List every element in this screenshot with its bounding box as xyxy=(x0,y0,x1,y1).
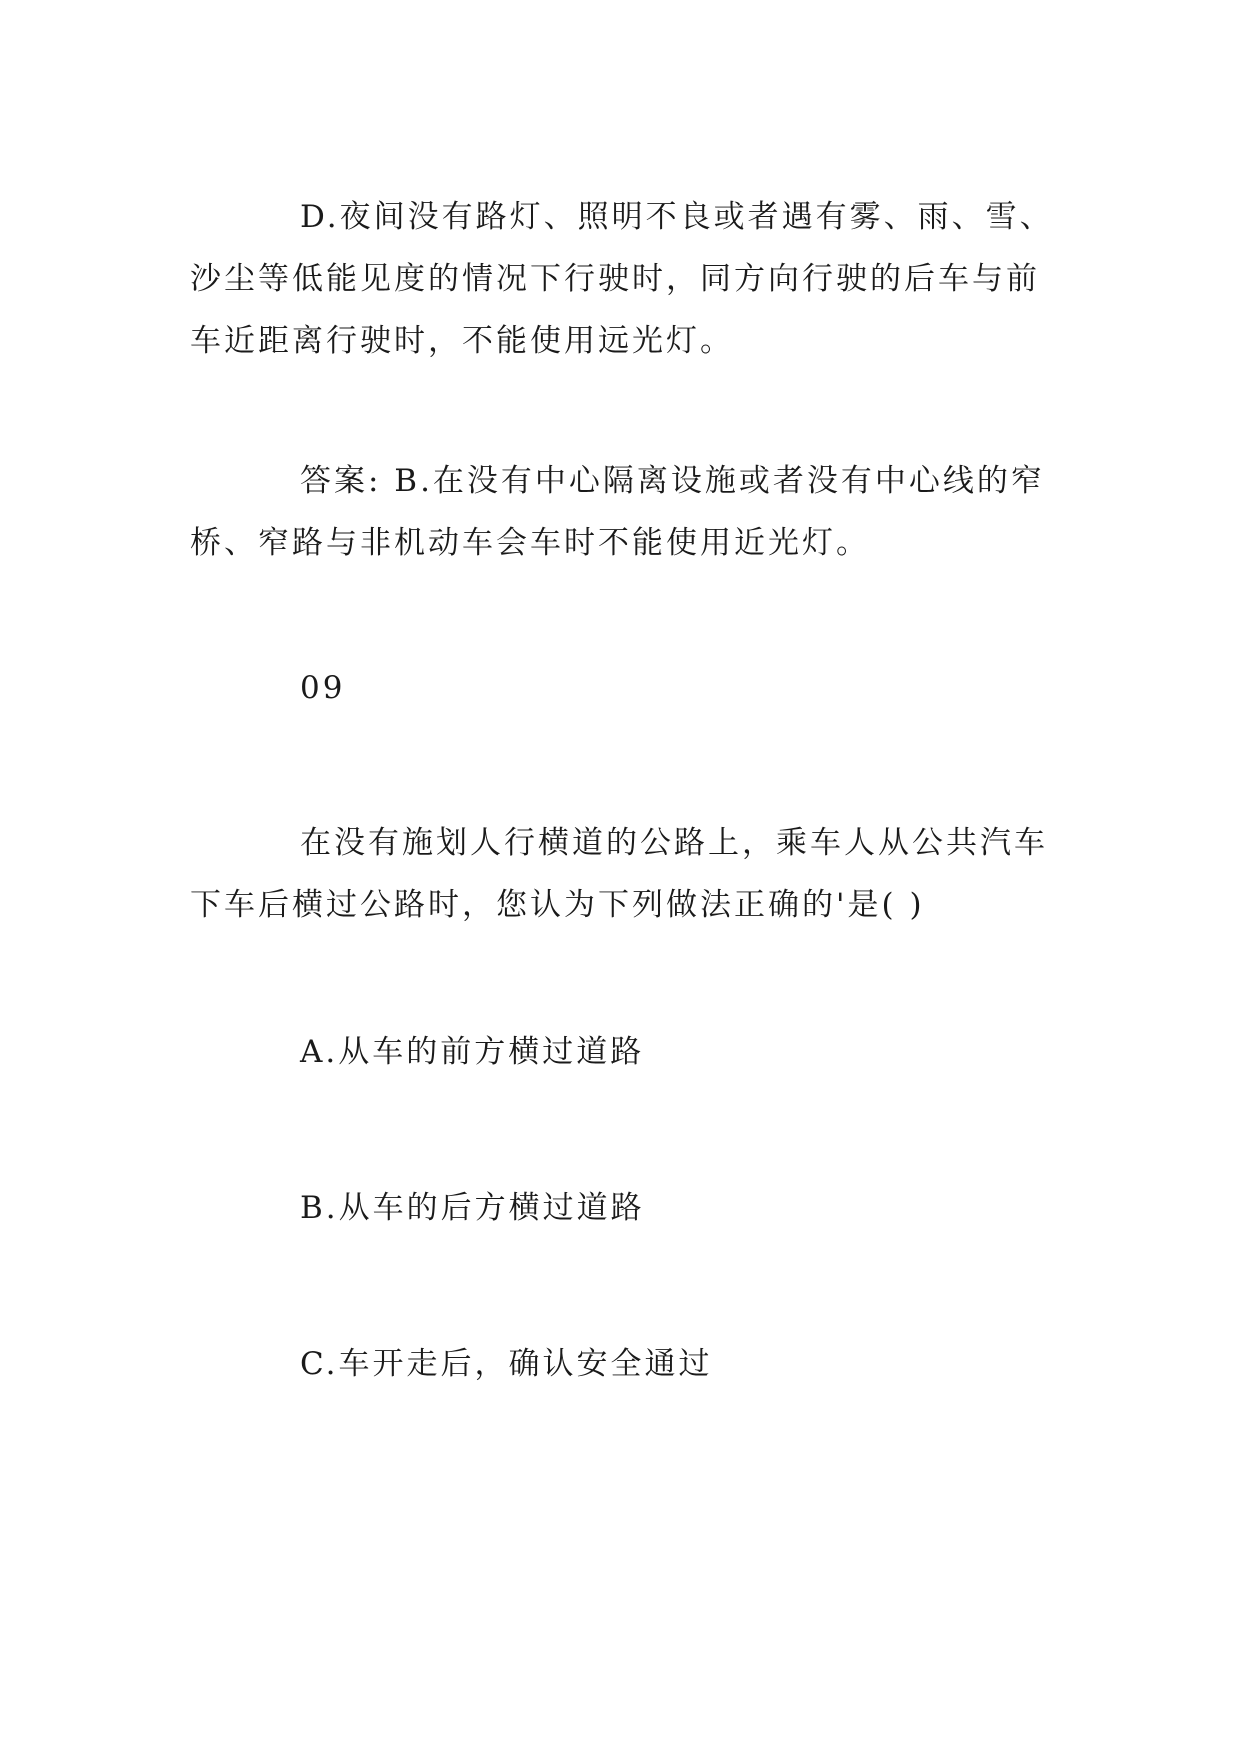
option-d-paragraph: D.夜间没有路灯、照明不良或者遇有雾、雨、雪、沙尘等低能见度的情况下行驶时，同方向行驶的后车与前车近距离行驶时，不能使用远光灯。 xyxy=(190,199,1054,359)
option-a-paragraph: A.从车的前方横过道路 xyxy=(300,1034,645,1070)
option-c-paragraph: C.车开走后，确认安全通过 xyxy=(300,1346,713,1382)
question-number: 09 xyxy=(300,670,346,706)
question-stem-paragraph: 在没有施划人行横道的公路上，乘车人从公共汽车下车后横过公路时，您认为下列做法正确的'是( ) xyxy=(190,825,1048,923)
option-b-paragraph: B.从车的后方横过道路 xyxy=(300,1190,645,1226)
answer-paragraph: 答案: B.在没有中心隔离设施或者没有中心线的窄桥、窄路与非机动车会车时不能使用近光灯。 xyxy=(190,463,1045,561)
